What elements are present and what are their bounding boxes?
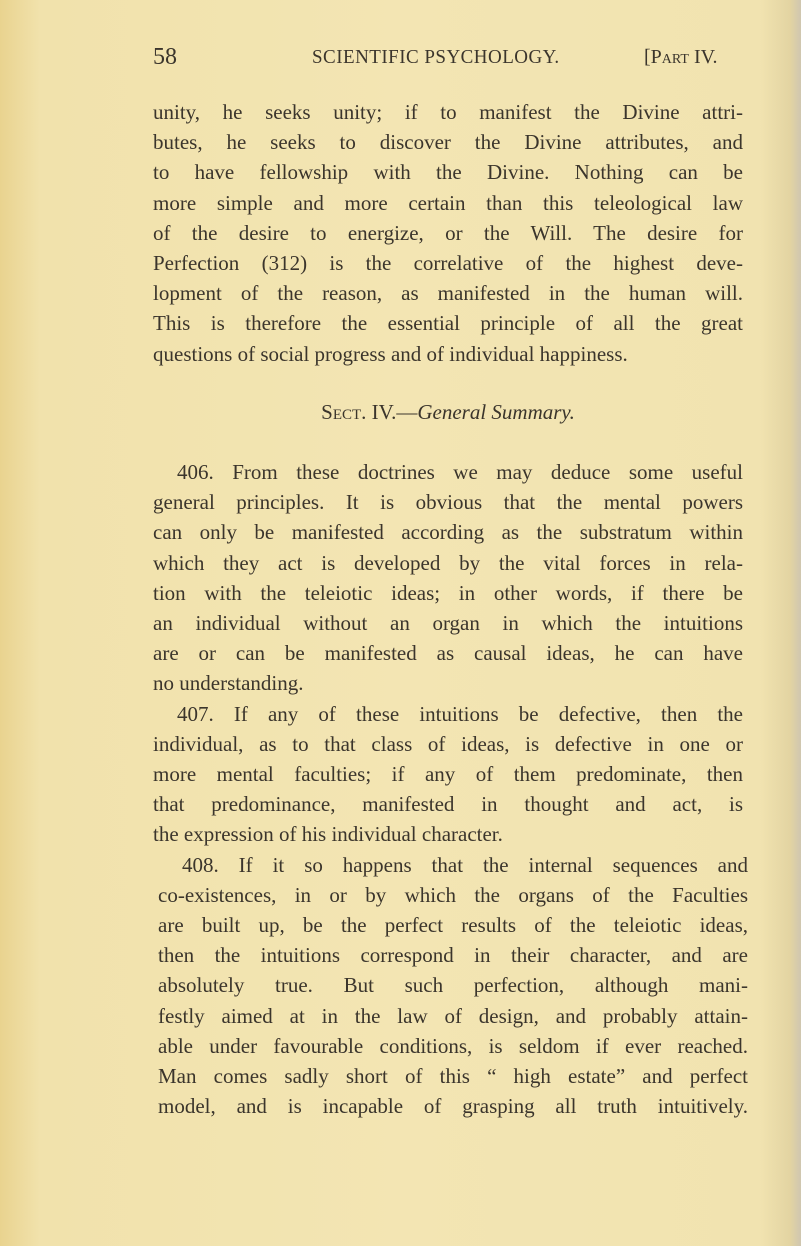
text-line: are or can be manifested as causal ideas, he can have: [153, 641, 743, 666]
text-line: individual, as to that class of ideas, is defective in one or: [153, 731, 743, 756]
text-line: Man comes sadly short of this “ high estate” and perfect: [158, 1063, 748, 1088]
paragraph-407: [153, 699, 743, 850]
paragraph-406: [153, 457, 743, 699]
text-line: the expression of his individual character.: [153, 822, 503, 847]
text-line: can only be manifested according as the substratum within: [153, 520, 743, 545]
text-line: unity, he seeks unity; if to manifest the Divine attri-: [153, 100, 743, 124]
section-heading: [153, 397, 743, 427]
part-label: [Part IV.: [644, 46, 718, 68]
paragraph-408: [158, 850, 748, 1122]
text-line: then the intuitions correspond in their character, and are: [158, 943, 748, 968]
text-line: absolutely true. But such perfection, although mani-: [158, 973, 748, 998]
section-title: General Summary.: [417, 400, 575, 424]
section-number: Sect. IV.—: [321, 400, 418, 424]
text-line: This is therefore the essential principle of all the great: [153, 311, 743, 336]
text-line: more mental faculties; if any of them predominate, then: [153, 761, 743, 786]
text-line: that predominance, manifested in thought and act, is: [153, 792, 743, 817]
text-line: 406. From these doctrines we may deduce some useful: [177, 460, 743, 484]
text-line: butes, he seeks to discover the Divine attributes, and: [153, 130, 743, 155]
text-line: are built up, be the perfect results of the teleiotic ideas,: [158, 912, 748, 937]
text-line: able under favourable conditions, is seldom if ever reached.: [158, 1033, 748, 1058]
text-line: model, and is incapable of grasping all truth intuitively.: [158, 1094, 748, 1119]
text-line: which they act is developed by the vital forces in rela-: [153, 550, 743, 575]
text-line: 407. If any of these intuitions be defective, then the: [177, 701, 743, 726]
paragraph-1: [153, 97, 743, 369]
running-title: SCIENTIFIC PSYCHOLOGY.: [312, 46, 560, 68]
text-line: to have fellowship with the Divine. Nothing can be: [153, 160, 743, 185]
text-line: Perfection (312) is the correlative of the highest deve-: [153, 250, 743, 275]
text-line: more simple and more certain than this teleological law: [153, 190, 743, 215]
text-line: no understanding.: [153, 671, 304, 696]
text-line: co-existences, in or by which the organs of the Faculties: [158, 882, 748, 907]
text-line: festly aimed at in the law of design, and probably attain-: [158, 1003, 748, 1028]
text-line: lopment of the reason, as manifested in the human will.: [153, 281, 743, 306]
text-line: tion with the teleiotic ideas; in other words, if there be: [153, 580, 743, 605]
text-line: questions of social progress and of individual happiness.: [153, 341, 628, 366]
text-line: of the desire to energize, or the Will. The desire for: [153, 220, 743, 245]
text-line: 408. If it so happens that the internal sequences and: [182, 852, 748, 877]
text-line: an individual without an organ in which the intuitions: [153, 610, 743, 635]
text-line: general principles. It is obvious that the mental powers: [153, 490, 743, 515]
page-number: 58: [153, 44, 177, 70]
